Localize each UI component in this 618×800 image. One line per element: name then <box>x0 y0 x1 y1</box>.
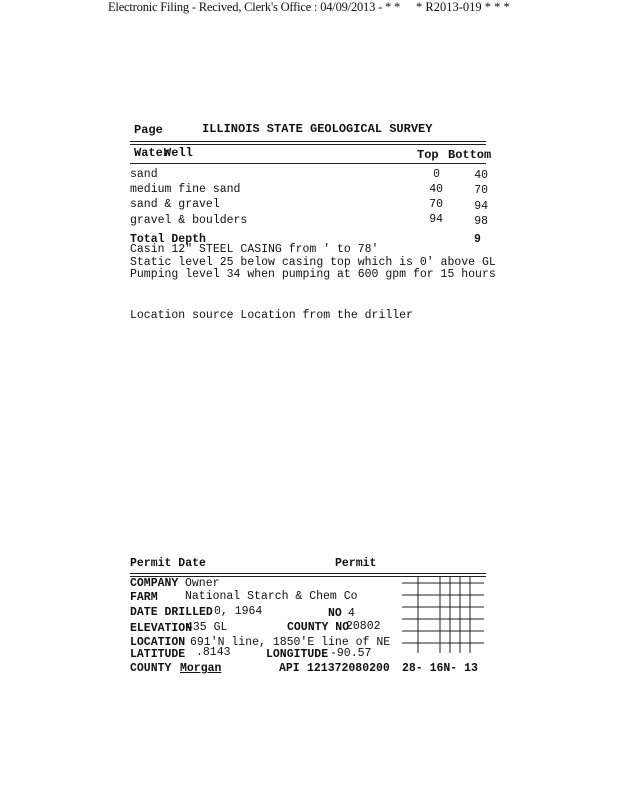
static-level-line: Static level 25 below casing top which is 0' above GL <box>130 256 496 269</box>
location-value: 691'N line, 1850'E line of NE <box>190 636 391 649</box>
longitude-value: -90.57 <box>330 647 372 660</box>
county-label: COUNTY <box>130 662 172 675</box>
table-row-top: 0 <box>433 168 440 181</box>
section-grid-lines <box>402 577 484 653</box>
total-depth-label: Total Depth <box>130 233 206 246</box>
township-range: 28- 16N- 13 <box>402 662 478 675</box>
survey-title: ILLINOIS STATE GEOLOGICAL SURVEY <box>202 122 433 136</box>
county-no-label: COUNTY NO <box>287 621 350 634</box>
table-row-bottom: 70 <box>474 184 488 197</box>
farm-label: FARM <box>130 591 158 604</box>
table-row-formation: sand <box>130 168 158 181</box>
location-label: LOCATION <box>130 636 186 649</box>
table-row-top: 94 <box>429 213 443 226</box>
header-rule-top <box>130 141 486 142</box>
table-row-formation: gravel & boulders <box>130 214 248 227</box>
company-value: Owner <box>185 577 220 590</box>
permit-rule <box>130 573 486 574</box>
location-source-line: Location source Location from the driller <box>130 309 413 322</box>
table-row-top: 70 <box>429 198 443 211</box>
col-well-header: Well <box>164 146 193 160</box>
header-rule-top-2 <box>130 144 486 145</box>
col-bottom-header: Bottom <box>448 148 492 162</box>
filing-header-left: Electronic Filing - Recived, Clerk's Office : 04/09/2013 - * * <box>108 0 400 14</box>
table-row-formation: sand & gravel <box>130 198 220 211</box>
page-label: Page <box>134 123 163 137</box>
date-drilled-value: 0, 1964 <box>214 605 263 618</box>
county-value: Morgan <box>180 662 222 675</box>
company-label: COMPANY <box>130 577 179 590</box>
latitude-label: LATITUDE <box>130 648 186 661</box>
section-grid <box>402 577 484 653</box>
elevation-value: 435 GL <box>186 621 228 634</box>
casing-line: Casin 12" STEEL CASING from ' to 78' <box>130 243 379 256</box>
table-row-formation: medium fine sand <box>130 183 241 196</box>
table-row-bottom: 40 <box>474 169 488 182</box>
date-drilled-label: DATE DRILLED <box>130 606 213 619</box>
permit-date-label: Permit Date <box>130 557 206 570</box>
county-no-value: 20802 <box>346 620 381 633</box>
well-no-value: 4 <box>348 607 355 620</box>
total-depth-value: 9 <box>474 233 481 246</box>
well-no-label: NO <box>328 607 342 620</box>
elevation-label: ELEVATION <box>130 622 193 635</box>
longitude-label: LONGITUDE <box>266 648 329 661</box>
col-water-header: Water <box>134 146 171 160</box>
table-row-bottom: 98 <box>474 215 488 228</box>
farm-value: National Starch & Chem Co <box>185 590 358 603</box>
header-rule-bottom <box>130 163 486 164</box>
table-row-top: 40 <box>429 183 443 196</box>
api-label: API <box>279 662 300 675</box>
col-top-header: Top <box>417 148 439 162</box>
permit-number-label: Permit <box>335 557 377 570</box>
filing-header-right: * R2013-019 * * * <box>416 0 510 14</box>
table-row-bottom: 94 <box>474 200 488 213</box>
latitude-value: .8143 <box>196 646 231 659</box>
api-value: 121372080200 <box>307 662 390 675</box>
pumping-level-line: Pumping level 34 when pumping at 600 gpm for 15 hours <box>130 268 496 281</box>
